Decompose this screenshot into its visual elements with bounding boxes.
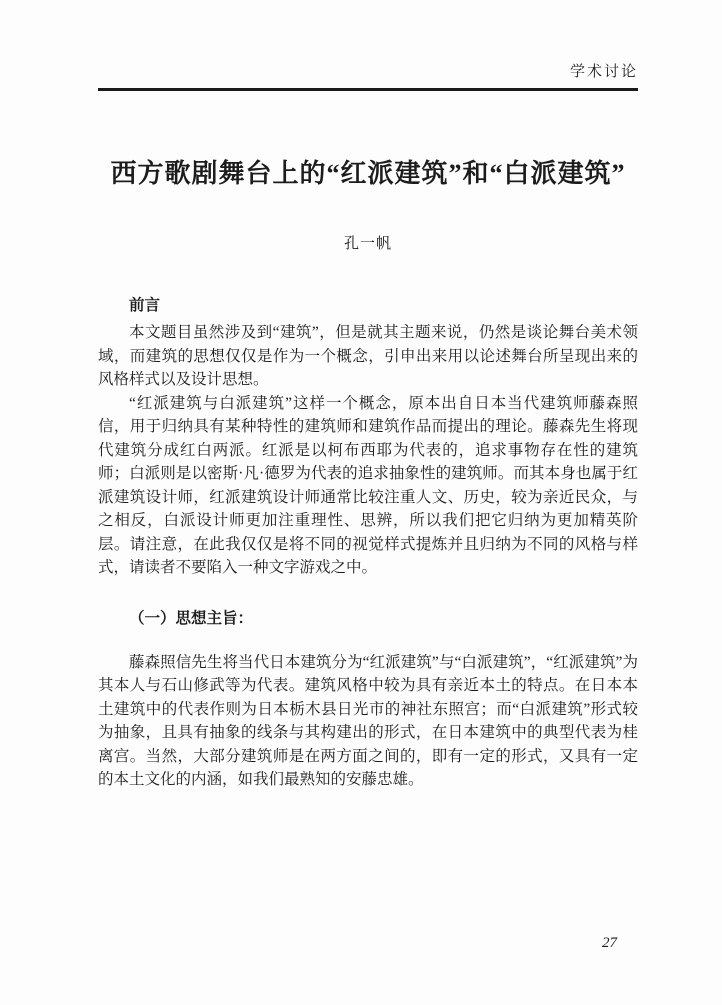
header-rule bbox=[98, 88, 638, 91]
paragraph-2: “红派建筑与白派建筑”这样一个概念，原本出自日本当代建筑师藤森照信，用于归纳具有某种特性的建筑师和建筑作品而提出的理论。藤森先生将现代建筑分成红白两派。红派是以柯布西耶为代表的，追求事物存在性的建筑师；白派则是以密斯·凡·德罗为代表的追求抽象性的建筑师。而其本身也属于红派建筑设计师，红派建筑设计师通常比较注重人文、历史，较为亲近民众，与之相反，白派设计师更加注重理性、思辨，所以我们把它归纳为更加精英阶层。请注意，在此我仅仅是将不同的视觉样式提炼并且归纳为不同的风格与样式，请读者不要陷入一种文字游戏之中。 bbox=[98, 394, 638, 576]
author-name: 孔一帆 bbox=[343, 236, 392, 252]
page-content bbox=[98, 60, 638, 792]
preface-heading: 前言 bbox=[129, 297, 161, 314]
section-1-paragraph: 藤森照信先生将当代日本建筑分为“红派建筑”与“白派建筑”，“红派建筑”为其本人与石山修武等为代表。建筑风格中较为具有亲近本土的特点。在日本本土建筑中的代表作则为日本栃木县日光市的神社东照宫；而“白派建筑”形式较为抽象，且具有抽象的线条与其构建出的形式，在日本建筑中的典型代表为桂离宫。当然，大部分建筑师是在两方面之间的，即有一定的形式，又具有一定的本土文化的内涵，如我们最熟知的安藤忠雄。 bbox=[98, 653, 638, 788]
section-1-heading: （一）思想主旨： bbox=[129, 609, 254, 627]
page-number: 27 bbox=[602, 935, 617, 951]
running-header: 学术讨论 bbox=[569, 64, 638, 80]
article-title: 西方歌剧舞台上的“红派建筑”和“白派建筑” bbox=[110, 159, 626, 188]
paragraph-1: 本文题目虽然涉及到“建筑”，但是就其主题来说，仍然是谈论舞台美术领域，而建筑的思想仅仅是作为一个概念，引申出来用以论述舞台所呈现出来的风格样式以及设计思想。 bbox=[98, 324, 638, 388]
